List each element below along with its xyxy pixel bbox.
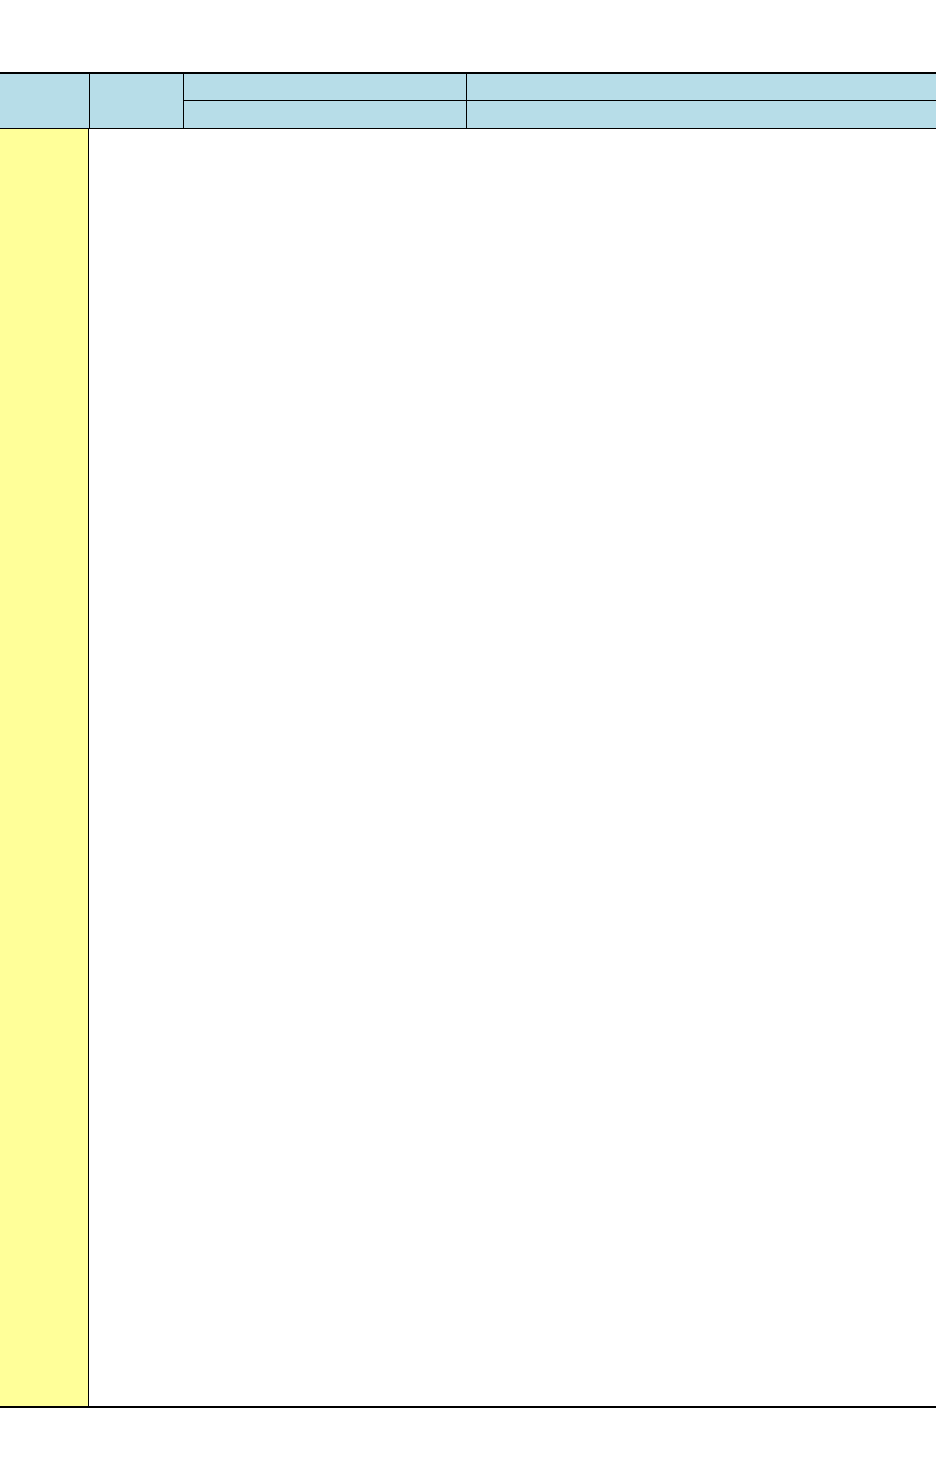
table-bottom-rule <box>0 1406 936 1408</box>
header-divider <box>183 100 936 101</box>
header-vline <box>466 74 467 128</box>
header-vline <box>89 74 90 128</box>
header-group-industry <box>183 74 466 100</box>
header-vline <box>183 74 184 128</box>
header-group-org <box>466 74 936 100</box>
header-region <box>0 74 89 128</box>
region-column <box>0 129 89 1407</box>
header-total <box>89 74 183 128</box>
